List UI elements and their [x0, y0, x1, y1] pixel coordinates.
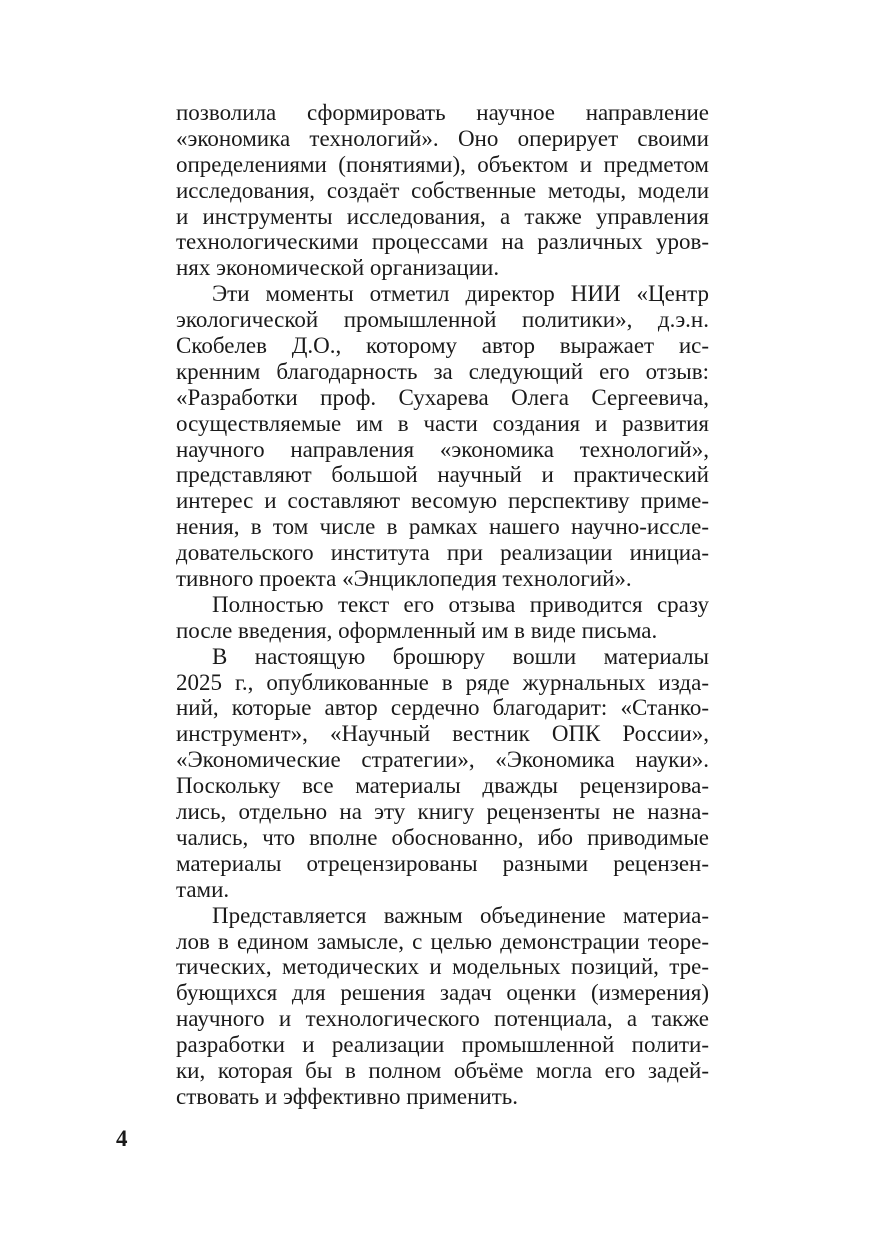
text-line: кренним благодарность за следующий его отзыв:	[176, 358, 709, 384]
text-line: технологическими процессами на различных уров-	[176, 229, 709, 255]
text-line: экологической промышленной политики», д.э.н.	[176, 307, 709, 333]
paragraph-3	[176, 592, 709, 644]
text-line: чались, что вполне обоснованно, ибо приводимые	[176, 824, 709, 850]
text-line: лов в едином замысле, с целью демонстрации теоре-	[176, 928, 709, 954]
page-number: 4	[116, 1126, 128, 1151]
text-line: определениями (понятиями), объектом и предметом	[176, 151, 709, 177]
text-line: Поскольку все материалы дважды рецензирова-	[176, 773, 709, 799]
text-line: нения, в том числе в рамках нашего научно-иссле-	[176, 514, 709, 540]
text-line: представляют большой научный и практический	[176, 462, 709, 488]
text-line: лись, отдельно на эту книгу рецензенты не назна-	[176, 799, 709, 825]
text-line: довательского института при реализации инициа-	[176, 540, 709, 566]
text-line: тивного проекта «Энциклопедия технологий».	[176, 566, 632, 592]
text-line: тических, методических и модельных позиций, тре-	[176, 954, 709, 980]
text-line: Полностью текст его отзыва приводится сразу	[212, 591, 709, 617]
text-line: интерес и составляют весомую перспективу приме-	[176, 488, 709, 514]
text-line: «Экономические стратегии», «Экономика науки».	[176, 747, 709, 773]
text-line: Представляется важным объединение материа-	[212, 902, 709, 928]
paragraph-2	[176, 281, 709, 592]
text-line: «экономика технологий». Оно оперирует своими	[176, 125, 709, 151]
text-line: инструмент», «Научный вестник ОПК России»,	[176, 721, 709, 747]
text-line: после введения, оформленный им в виде письма.	[176, 617, 658, 643]
text-line: позволила сформировать научное направление	[176, 100, 709, 125]
text-line: тами.	[176, 876, 230, 902]
text-line: разработки и реализации промышленной полити-	[176, 1032, 709, 1058]
text-line: научного направления «экономика технологий»,	[176, 436, 709, 462]
text-line: ки, которая бы в полном объёме могла его задей-	[176, 1057, 709, 1083]
text-line: нях экономической организации.	[176, 255, 500, 281]
text-line: ствовать и эффективно применить.	[176, 1083, 519, 1109]
text-line: материалы отрецензированы разными рецензен-	[176, 850, 709, 876]
text-line: Эти моменты отметил директор НИИ «Центр	[212, 281, 709, 307]
text-line: В настоящую брошюру вошли материалы	[212, 643, 709, 669]
text-line: научного и технологического потенциала, а также	[176, 1006, 709, 1032]
text-line: Скобелев Д.О., которому автор выражает ис-	[176, 333, 709, 359]
text-line: осуществляемые им в части создания и развития	[176, 410, 709, 436]
paragraph-1	[176, 100, 709, 281]
paragraph-4	[176, 644, 709, 903]
text-line: и инструменты исследования, а также управления	[176, 203, 709, 229]
paragraph-5	[176, 903, 709, 1110]
text-line: исследования, создаёт собственные методы, модели	[176, 177, 709, 203]
text-line: ний, которые автор сердечно благодарит: «Станко-	[176, 695, 709, 721]
text-line: «Разработки проф. Сухарева Олега Сергеевича,	[176, 384, 709, 410]
text-line: 2025 г., опубликованные в ряде журнальных изда-	[176, 669, 709, 695]
body-text	[176, 100, 709, 1110]
text-line: бующихся для решения задач оценки (измерения)	[176, 980, 709, 1006]
